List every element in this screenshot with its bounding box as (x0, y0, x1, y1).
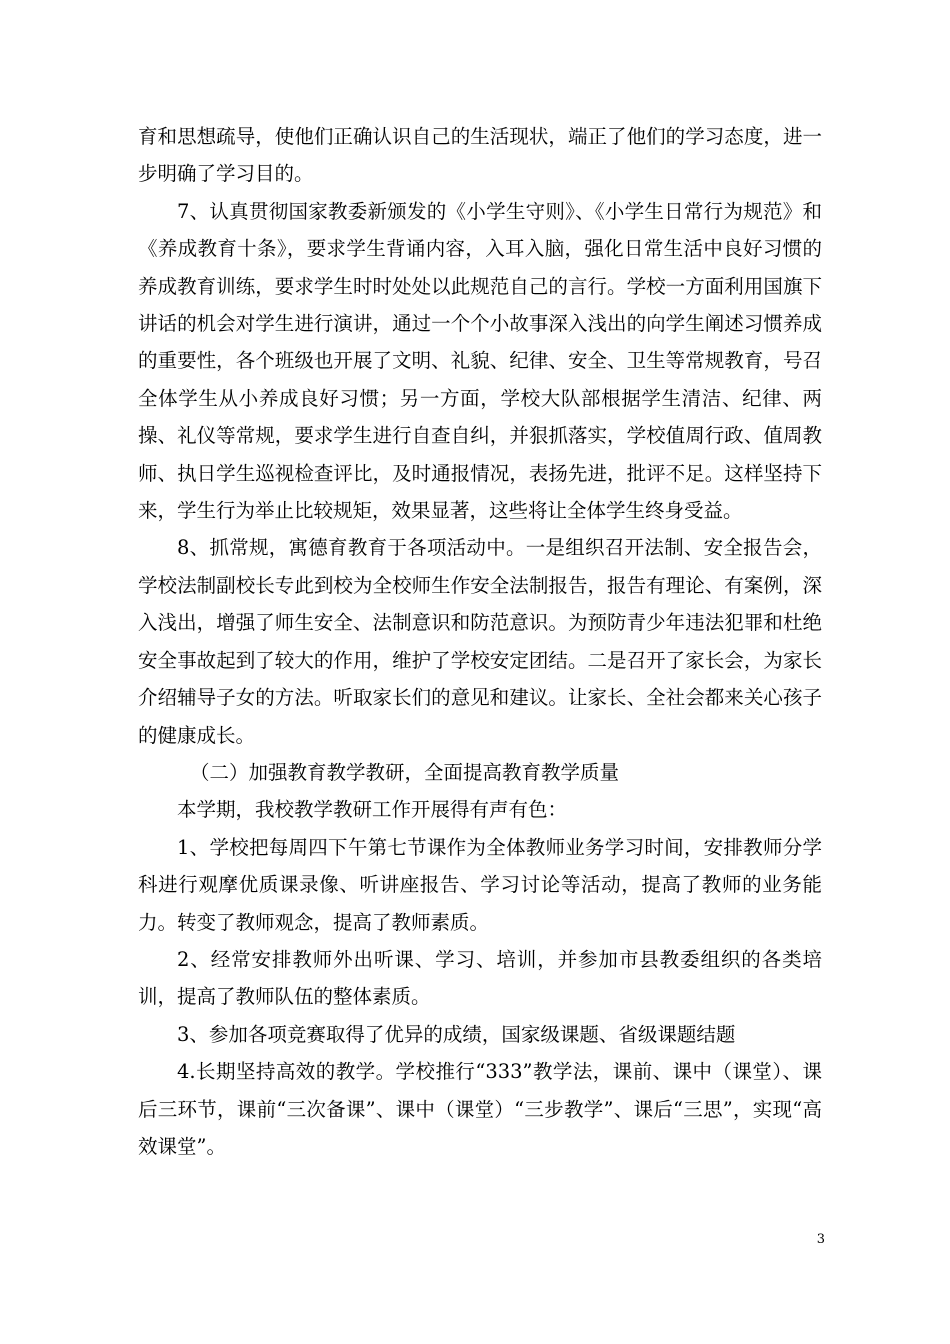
paragraph-item-8: 8、抓常规，寓德育教育于各项活动中。一是组织召开法制、安全报告会，学校法制副校长专此到校为全校师生作安全法制报告，报告有理论、有案例，深入浅出，增强了师生安全、法制意识和防范意识。为预防青少年违法犯罪和杜绝安全事故起到了较大的作用，维护了学校安定团结。二是召开了家长会，为家长介绍辅导子女的方法。听取家长们的意见和建议。让家长、全社会都来关心孩子的健康成长。 (138, 536, 822, 747)
paragraph-item-1: 1、学校把每周四下午第七节课作为全体教师业务学习时间，安排教师分学科进行观摩优质课录像、听讲座报告、学习讨论等活动，提高了教师的业务能力。转变了教师观念，提高了教师素质。 (138, 835, 822, 934)
document-body (138, 118, 822, 1165)
paragraph-continuation: 育和思想疏导，使他们正确认识自己的生活现状，端正了他们的学习态度，进一步明确了学习目的。 (138, 125, 822, 186)
paragraph-intro: 本学期，我校教学教研工作开展得有声有色： (177, 798, 568, 822)
paragraph-item-3: 3、参加各项竞赛取得了优异的成绩，国家级课题、省级课题结题 (177, 1022, 736, 1046)
page-number: 3 (816, 1232, 825, 1247)
paragraph-item-7: 7、认真贯彻国家教委新颁发的《小学生守则》、《小学生日常行为规范》和《养成教育十条》，要求学生背诵内容，入耳入脑，强化日常生活中良好习惯的养成教育训练，要求学生时时处处以此规范自己的言行。学校一方面利用国旗下讲话的机会对学生进行演讲，通过一个个小故事深入浅出的向学生阐述习惯养成的重要性，各个班级也开展了文明、礼貌、纪律、安全、卫生等常规教育，号召全体学生从小养成良好习惯；另一方面，学校大队部根据学生清洁、纪律、两操、礼仪等常规，要求学生进行自查自纠，并狠抓落实，学校值周行政、值周教师、执日学生巡视检查评比，及时通报情况，表扬先进，批评不足。这样坚持下来，学生行为举止比较规矩，效果显著，这些将让全体学生终身受益。 (138, 199, 822, 523)
section-heading: （二）加强教育教学教研，全面提高教育教学质量 (190, 760, 620, 784)
paragraph-item-4: 4.长期坚持高效的教学。学校推行“333”教学法，课前、课中（课堂）、课后三环节，课前“三次备课”、课中（课堂）“三步教学”、课后“三思”，实现“高效课堂”。 (138, 1060, 822, 1158)
paragraph-item-2: 2、经常安排教师外出听课、学习、培训，并参加市县教委组织的各类培训，提高了教师队伍的整体素质。 (138, 947, 822, 1009)
